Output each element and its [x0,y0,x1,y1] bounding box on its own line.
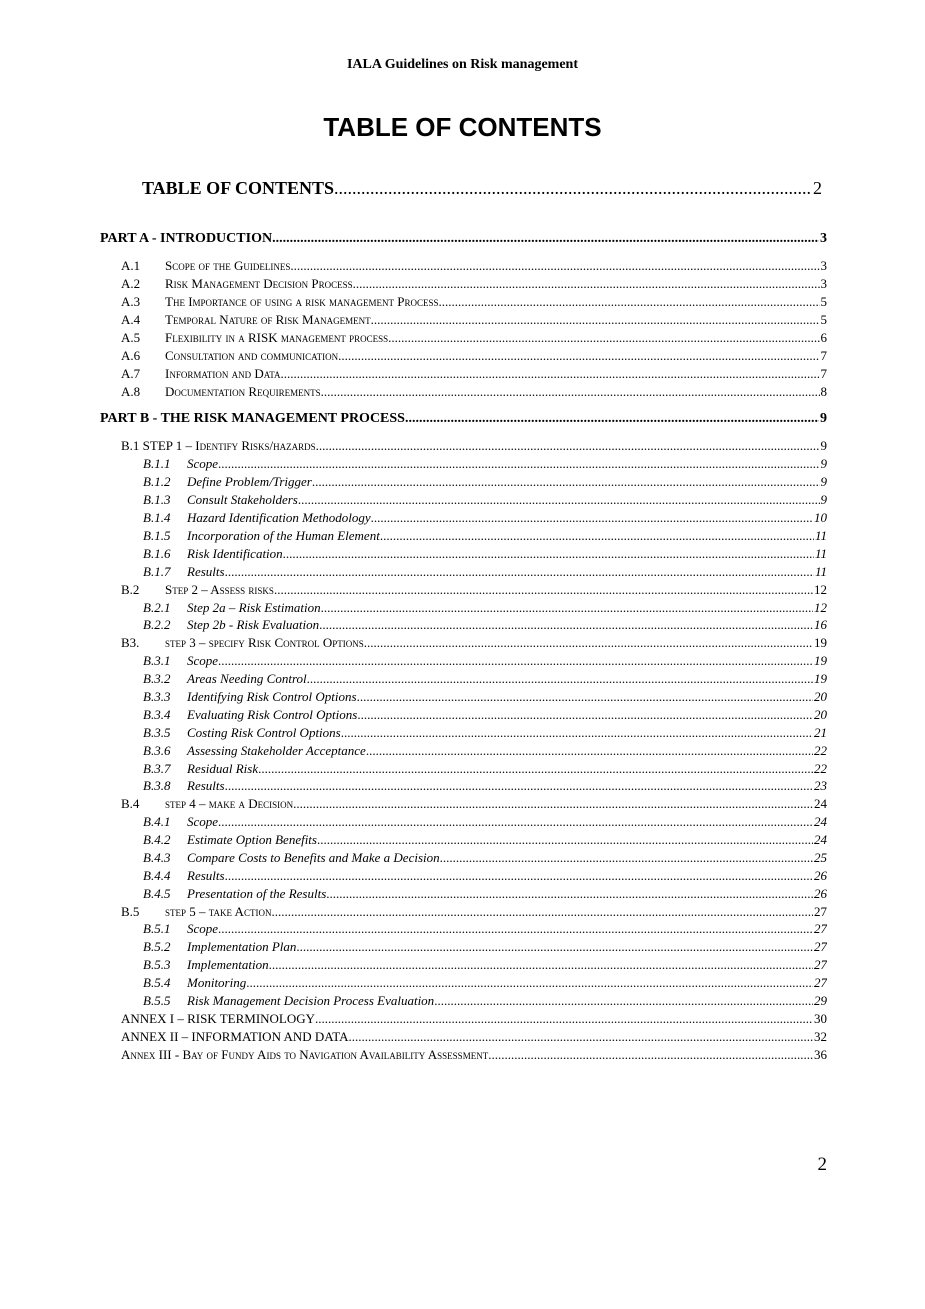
toc-entry-page: 11 [814,564,827,579]
toc-entry-number: B.1.4 [143,510,171,525]
toc-entry[interactable] [143,957,827,974]
toc-entry[interactable] [121,438,827,455]
toc-entry-page: 26 [814,868,827,883]
toc-entry-number: B.1.3 [143,492,171,507]
page-title: TABLE OF CONTENTS [323,112,602,142]
toc-entry[interactable] [143,761,827,778]
toc-leader-dots [440,850,813,866]
toc-entry-page: 27 [814,957,827,972]
toc-leader-dots [366,743,813,759]
toc-entry-title: B.1 STEP 1 – Identify Risks/hazards [121,438,316,453]
toc-entry[interactable] [121,635,827,652]
toc-entry-number: A.4 [121,312,141,327]
toc-leader-dots [357,707,813,723]
toc-entry-number: B.3.8 [143,778,171,793]
toc-entry[interactable] [143,778,827,795]
toc-entry-title: ANNEX II – INFORMATION AND DATA [121,1029,349,1044]
toc-leader-dots [315,1011,813,1027]
toc-entry[interactable] [121,294,827,311]
toc-entry-title: Consultation and communication [165,348,339,363]
toc-entry-page: 7 [820,348,827,363]
toc-entry[interactable] [143,617,827,634]
toc-entry-page: 12 [814,600,827,615]
toc-entry-number: B.3.1 [143,653,171,668]
toc-entry[interactable] [143,743,827,760]
toc-entry[interactable] [121,348,827,365]
toc-entry-page: 29 [814,993,827,1008]
toc-entry-number: B.4 [121,796,140,811]
toc-entry-title: Hazard Identification Methodology [187,510,371,525]
toc-entry[interactable] [121,258,827,275]
toc-entry-page: 21 [814,725,827,740]
toc-entry-title: Step 2 – Assess risks [165,582,274,597]
toc-leader-dots [281,366,820,382]
toc-entry-title: Implementation [187,957,269,972]
toc-entry[interactable] [121,312,827,329]
toc-entry-page: 30 [814,1011,827,1026]
toc-entry[interactable] [121,1011,827,1028]
toc-entry[interactable] [142,178,822,202]
toc-leader-dots [364,635,813,651]
toc-entry-page: 3 [820,258,827,273]
toc-entry-page: 9 [820,456,827,471]
toc-entry-number: B3. [121,635,140,650]
toc-entry-number: B.5.1 [143,921,171,936]
toc-entry[interactable] [143,921,827,938]
toc-entry-title: Information and Data [165,366,281,381]
toc-entry[interactable] [143,528,827,545]
toc-entry[interactable] [143,600,827,617]
toc-entry-number: A.2 [121,276,141,291]
toc-entry-page: 9 [820,474,827,489]
toc-entry-number: B.4.1 [143,814,171,829]
toc-leader-dots [312,474,820,490]
toc-entry-page: 2 [813,178,822,198]
toc-entry-title: The Importance of using a risk management Process [165,294,439,309]
toc-entry-page: 27 [814,921,827,936]
toc-entry[interactable] [143,814,827,831]
toc-entry-number: A.1 [121,258,141,273]
toc-entry-number: B.1.2 [143,474,171,489]
toc-entry[interactable] [143,671,827,688]
toc-leader-dots [319,617,813,633]
toc-leader-dots [225,868,813,884]
toc-entry-page: 26 [814,886,827,901]
toc-entry-title: step 3 – specify Risk Control Options [165,635,364,650]
toc-entry[interactable] [121,1029,827,1046]
toc-leader-dots [334,178,812,199]
toc-entry[interactable] [143,725,827,742]
toc-entry[interactable] [143,474,827,491]
toc-entry[interactable] [143,832,827,849]
toc-entry-title: Define Problem/Trigger [187,474,312,489]
toc-leader-dots [258,761,813,777]
toc-entry-number: B.5 [121,904,140,919]
toc-entry-number: B.3.6 [143,743,171,758]
toc-entry-title: Implementation Plan [187,939,297,954]
toc-entry-page: 9 [820,438,827,453]
toc-entry-number: B.5.5 [143,993,171,1008]
toc-leader-dots [283,546,814,562]
toc-entry-title: Evaluating Risk Control Options [187,707,358,722]
toc-entry[interactable] [121,796,827,813]
toc-entry[interactable] [143,564,827,581]
toc-entry-number: B.2.2 [143,617,171,632]
toc-entry-title: Estimate Option Benefits [187,832,317,847]
toc-entry-page: 20 [814,689,827,704]
toc-entry-title: Temporal Nature of Risk Management [165,312,371,327]
toc-entry[interactable] [100,231,827,249]
toc-leader-dots [290,258,819,274]
toc-entry-page: 3 [820,276,827,291]
toc-entry[interactable] [143,850,827,867]
toc-entry-title: Results [187,868,225,883]
toc-entry-title: Areas Needing Control [187,671,307,686]
toc-leader-dots [218,814,813,830]
toc-entry-title: Results [187,564,225,579]
toc-entry-title: Monitoring [187,975,247,990]
toc-entry-title: ANNEX I – RISK TERMINOLOGY [121,1011,316,1026]
toc-entry-page: 5 [820,294,827,309]
toc-entry-number: B.4.4 [143,868,171,883]
toc-entry-title: PART B - THE RISK MANAGEMENT PROCESS [100,411,405,426]
toc-entry-page: 9 [820,411,827,426]
toc-leader-dots [371,510,813,526]
toc-entry-number: B.5.3 [143,957,171,972]
toc-entry-page: 24 [814,796,827,811]
toc-entry-number: B.3.2 [143,671,171,686]
toc-entry-title: Scope [187,653,219,668]
toc-leader-dots [338,348,819,364]
toc-entry[interactable] [143,653,827,670]
toc-entry-number: B.1.1 [143,456,171,471]
toc-entry[interactable] [121,582,827,599]
toc-entry-page: 27 [814,904,827,919]
toc-entry-page: 22 [814,761,827,776]
toc-leader-dots [341,725,813,741]
toc-leader-dots [317,832,813,848]
toc-entry-title: Risk Management Decision Process Evaluation [187,993,435,1008]
toc-entry-number: B.4.5 [143,886,171,901]
toc-leader-dots [218,456,819,472]
toc-leader-dots [218,921,813,937]
toc-entry-number: B.1.7 [143,564,171,579]
toc-entry-page: 6 [820,330,827,345]
toc-leader-dots [293,796,813,812]
toc-entry-number: B.1.6 [143,546,171,561]
toc-entry-number: B.3.3 [143,689,171,704]
toc-leader-dots [371,312,820,328]
toc-leader-dots [296,939,813,955]
toc-entry-title: Scope [187,921,219,936]
toc-entry-page: 8 [820,384,827,399]
toc-entry[interactable] [121,904,827,921]
toc-entry-title: Step 2b - Risk Evaluation [187,617,320,632]
toc-entry-title: Presentation of the Results [187,886,327,901]
toc-entry-page: 23 [814,778,827,793]
toc-entry-number: B.4.3 [143,850,171,865]
toc-leader-dots [218,653,813,669]
toc-entry[interactable] [121,384,827,401]
toc-entry-page: 12 [814,582,827,597]
toc-leader-dots [434,993,813,1009]
toc-entry-number: A.5 [121,330,141,345]
toc-entry-title: step 5 – take Action [165,904,272,919]
toc-entry[interactable] [100,411,827,429]
toc-entry-page: 20 [814,707,827,722]
toc-leader-dots [349,1029,813,1045]
toc-leader-dots [380,528,814,544]
toc-entry-page: 24 [814,814,827,829]
toc-entry[interactable] [121,276,827,293]
toc-leader-dots [271,904,813,920]
toc-entry[interactable] [143,510,827,527]
toc-entry-number: B.4.2 [143,832,171,847]
toc-entry-title: Annex III - Bay of Fundy Aids to Navigation Availability Assessment [121,1047,489,1062]
toc-entry[interactable] [143,975,827,992]
toc-entry-title: Residual Risk [187,761,259,776]
toc-leader-dots [272,231,819,247]
toc-entry[interactable] [121,366,827,383]
toc-entry[interactable] [143,456,827,473]
toc-leader-dots [357,689,813,705]
toc-entry-title: Consult Stakeholders [187,492,298,507]
toc-entry-page: 19 [814,671,827,686]
toc-leader-dots [307,671,813,687]
toc-entry-title: PART A - INTRODUCTION [100,231,273,246]
toc-entry-title: TABLE OF CONTENTS [142,178,335,198]
toc-leader-dots [274,582,813,598]
toc-entry-page: 5 [820,312,827,327]
toc-entry-title: Step 2a – Risk Estimation [187,600,321,615]
toc-entry-page: 3 [820,231,827,246]
toc-entry-number: A.7 [121,366,141,381]
toc-entry-page: 7 [820,366,827,381]
toc-leader-dots [246,975,813,991]
toc-leader-dots [388,330,819,346]
toc-leader-dots [321,600,813,616]
toc-entry-title: step 4 – make a Decision [165,796,294,811]
toc-entry-page: 36 [814,1047,827,1062]
toc-entry-page: 25 [814,850,827,865]
toc-entry-title: Incorporation of the Human Element [187,528,380,543]
toc-entry-title: Results [187,778,225,793]
toc-entry-page: 32 [814,1029,827,1044]
toc-entry-number: B.3.7 [143,761,171,776]
toc-entry-title: Scope [187,814,219,829]
toc-entry-number: B.1.5 [143,528,171,543]
toc-leader-dots [225,778,813,794]
toc-leader-dots [439,294,820,310]
toc-leader-dots [321,384,820,400]
toc-leader-dots [326,886,813,902]
toc-entry-number: B.5.4 [143,975,171,990]
toc-entry-title: Compare Costs to Benefits and Make a Decision [187,850,440,865]
toc-entry-number: A.8 [121,384,141,399]
toc-entry-page: 22 [814,743,827,758]
toc-entry[interactable] [143,492,827,509]
toc-entry-page: 11 [814,528,827,543]
toc-entry-number: B.2 [121,582,140,597]
toc-entry-title: Costing Risk Control Options [187,725,341,740]
toc-leader-dots [353,276,820,292]
toc-leader-dots [316,438,820,454]
toc-entry-title: Scope [187,456,219,471]
toc-entry-title: Documentation Requirements [165,384,321,399]
toc-entry-page: 19 [814,635,827,650]
toc-entry-page: 24 [814,832,827,847]
toc-entry-page: 9 [820,492,827,507]
toc-entry-title: Flexibility in a RISK management process [165,330,389,345]
running-header: IALA Guidelines on Risk management [346,57,579,72]
toc-entry-page: 16 [814,617,827,632]
toc-entry-number: B.2.1 [143,600,171,615]
toc-entry-number: B.3.4 [143,707,171,722]
toc-leader-dots [488,1047,813,1063]
toc-entry[interactable] [143,886,827,903]
toc-entry-title: Scope of the Guidelines [165,258,291,273]
toc-entry[interactable] [143,939,827,956]
toc-entry-title: Assessing Stakeholder Acceptance [187,743,366,758]
toc-entry-title: Risk Identification [187,546,283,561]
toc-entry-page: 27 [814,975,827,990]
toc-entry[interactable] [143,868,827,885]
toc-entry[interactable] [143,707,827,724]
toc-entry-page: 19 [814,653,827,668]
toc-entry-page: 27 [814,939,827,954]
toc-entry-number: A.6 [121,348,141,363]
toc-entry-page: 10 [814,510,827,525]
toc-entry-title: Risk Management Decision Process [165,276,353,291]
toc-entry[interactable] [143,993,827,1010]
toc-entry[interactable] [121,1047,827,1064]
toc-entry-number: A.3 [121,294,141,309]
toc-leader-dots [269,957,813,973]
toc-entry-page: 11 [814,546,827,561]
toc-entry[interactable] [121,330,827,347]
toc-entry-number: B.5.2 [143,939,171,954]
page-number: 2 [817,1154,827,1175]
toc-leader-dots [225,564,814,580]
toc-entry-title: Identifying Risk Control Options [187,689,357,704]
toc-leader-dots [298,492,820,508]
toc-entry[interactable] [143,546,827,563]
toc-entry-number: B.3.5 [143,725,171,740]
toc-leader-dots [405,411,819,427]
toc-entry[interactable] [143,689,827,706]
